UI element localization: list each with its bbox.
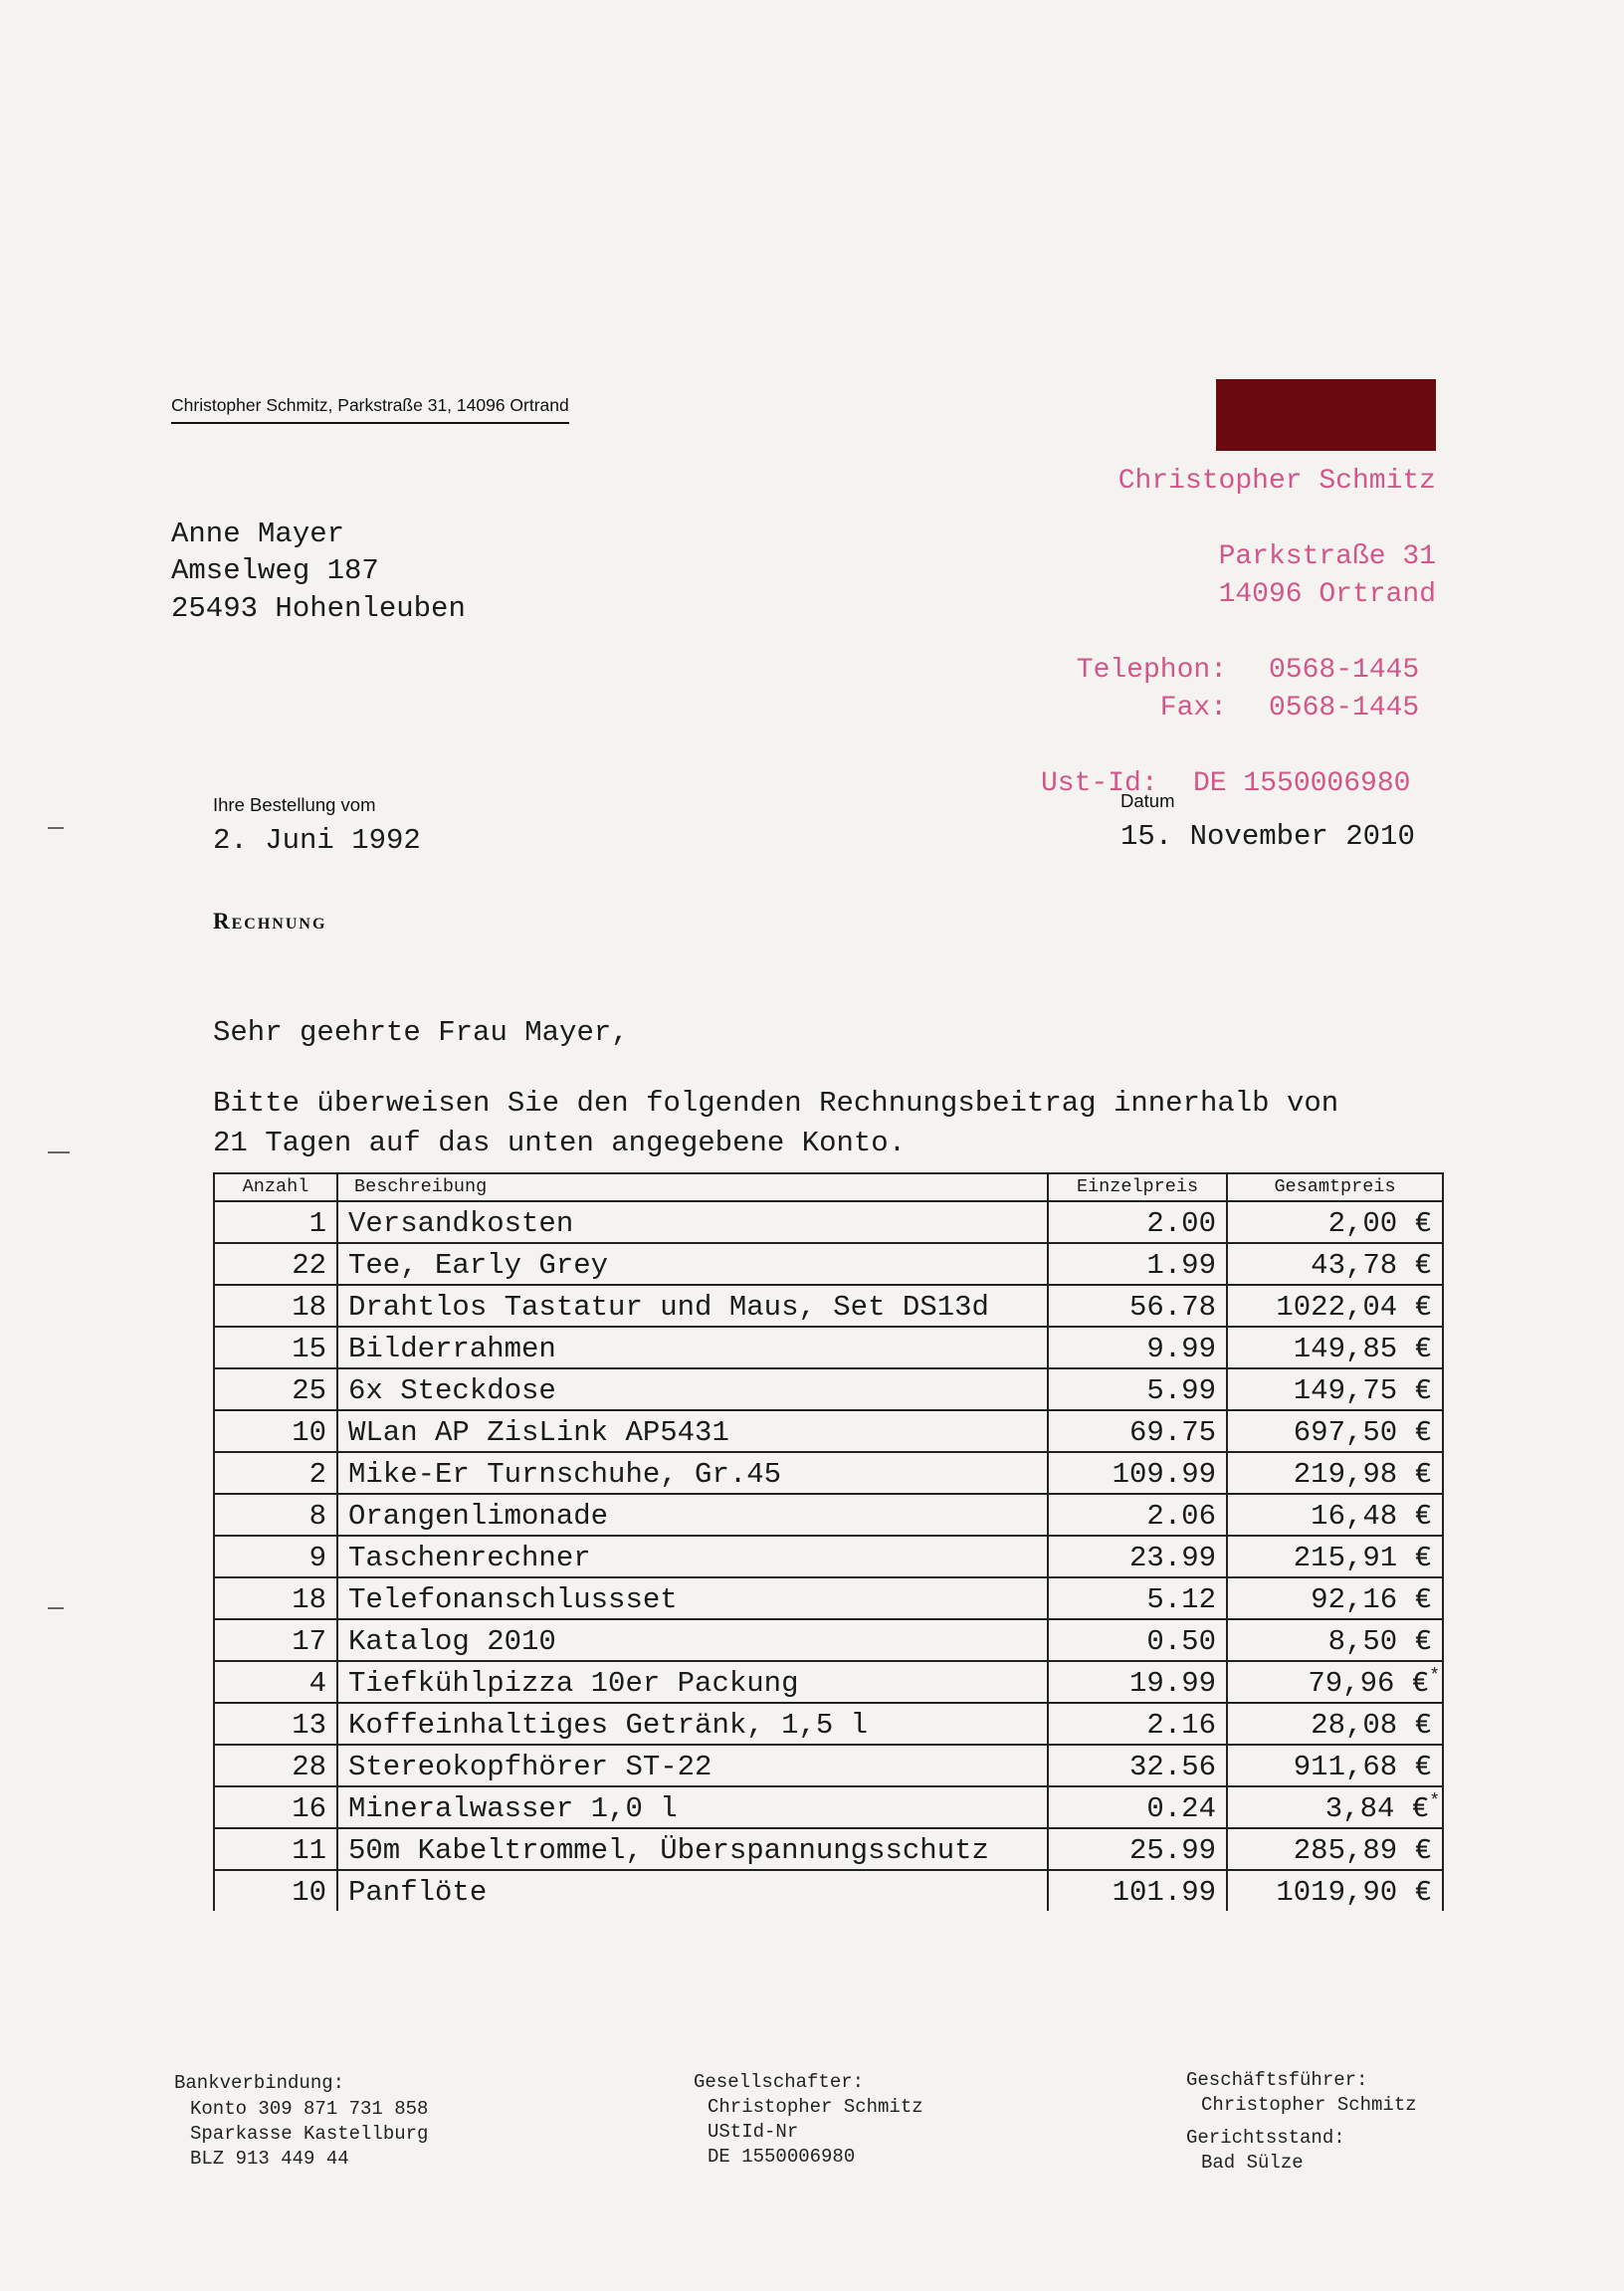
row-quantity-text: 8: [308, 1500, 326, 1533]
row-unit-price-text: 32.56: [1128, 1751, 1216, 1783]
row-footnote-mark: *: [1429, 1666, 1440, 1687]
row-total-price-text: 79,96 €: [1308, 1667, 1430, 1700]
row-total-price: [1227, 1619, 1443, 1661]
row-unit-price: [1048, 1452, 1227, 1494]
row-unit-price-text: 5.12: [1146, 1583, 1216, 1616]
row-total-price: [1227, 1661, 1443, 1703]
fold-mark: [48, 827, 64, 829]
court-value: Bad Sülze: [1201, 2152, 1304, 2174]
row-total-price-text: 92,16 €: [1311, 1583, 1432, 1616]
row-quantity-text: 18: [292, 1583, 326, 1616]
partner-ustid: DE 1550006980: [708, 2146, 856, 2168]
row-description-text: 6x Steckdose: [348, 1374, 556, 1407]
row-quantity: [214, 1285, 337, 1327]
recipient-name: Anne Mayer: [171, 518, 345, 550]
table-row: [214, 1452, 1443, 1494]
table-row: [214, 1536, 1443, 1577]
row-unit-price-text: 2.00: [1146, 1207, 1216, 1240]
recipient-city: 25493 Hohenleuben: [171, 592, 466, 625]
intro-line-2: 21 Tagen auf das unten angegebene Konto.: [213, 1127, 907, 1159]
row-description: [337, 1327, 1048, 1368]
row-unit-price-text: 5.99: [1146, 1374, 1216, 1407]
row-description-text: Bilderrahmen: [348, 1333, 556, 1365]
row-unit-price-text: 109.99: [1112, 1458, 1216, 1491]
table-row: [214, 1786, 1443, 1828]
row-total-price-text: 2,00 €: [1327, 1207, 1432, 1240]
row-description: [337, 1452, 1048, 1494]
table-row: [214, 1577, 1443, 1619]
row-unit-price: [1048, 1243, 1227, 1285]
row-unit-price-text: 0.24: [1146, 1792, 1216, 1825]
table-row: [214, 1703, 1443, 1745]
row-unit-price: [1048, 1828, 1227, 1870]
row-unit-price-text: 19.99: [1128, 1667, 1216, 1700]
row-total-price: [1227, 1745, 1443, 1786]
row-quantity-text: 22: [292, 1249, 326, 1282]
row-total-price: [1227, 1368, 1443, 1410]
row-footnote-mark: *: [1429, 1791, 1440, 1812]
table-row: [214, 1619, 1443, 1661]
row-description: [337, 1410, 1048, 1452]
partner-ustid-label: UStId-Nr: [708, 2121, 799, 2143]
table-row: [214, 1410, 1443, 1452]
row-unit-price: [1048, 1494, 1227, 1536]
row-quantity-text: 15: [292, 1333, 326, 1365]
invoice-table: [213, 1172, 1444, 1911]
row-quantity-text: 13: [292, 1709, 326, 1742]
row-quantity: [214, 1452, 337, 1494]
row-quantity-text: 4: [308, 1667, 326, 1700]
row-description-text: Koffeinhaltiges Getränk, 1,5 l: [348, 1709, 869, 1742]
row-quantity-text: 9: [308, 1542, 326, 1574]
header-unit-price: Einzelpreis: [1048, 1173, 1227, 1201]
row-quantity: [214, 1661, 337, 1703]
bank-heading: Bankverbindung:: [174, 2072, 345, 2094]
row-description: [337, 1619, 1048, 1661]
row-total-price: [1227, 1327, 1443, 1368]
row-total-price-text: 28,08 €: [1311, 1709, 1432, 1742]
row-unit-price: [1048, 1201, 1227, 1243]
row-quantity-text: 1: [308, 1207, 326, 1240]
header-quantity: Anzahl: [214, 1173, 337, 1201]
row-unit-price: [1048, 1703, 1227, 1745]
row-quantity: [214, 1201, 337, 1243]
row-total-price: [1227, 1828, 1443, 1870]
row-total-price: [1227, 1703, 1443, 1745]
row-total-price-text: 285,89 €: [1293, 1834, 1432, 1867]
row-total-price: [1227, 1577, 1443, 1619]
table-row: [214, 1870, 1443, 1911]
row-quantity-text: 11: [292, 1834, 326, 1867]
row-unit-price-text: 1.99: [1146, 1249, 1216, 1282]
partner-heading: Gesellschafter:: [694, 2071, 865, 2093]
row-total-price-text: 3,84 €: [1324, 1792, 1430, 1825]
row-quantity-text: 28: [292, 1751, 326, 1783]
row-quantity: [214, 1745, 337, 1786]
row-total-price: [1227, 1536, 1443, 1577]
row-quantity: [214, 1870, 337, 1911]
row-description: [337, 1745, 1048, 1786]
row-total-price: [1227, 1201, 1443, 1243]
row-description-text: Tee, Early Grey: [348, 1249, 609, 1282]
table-row: [214, 1243, 1443, 1285]
row-quantity: [214, 1327, 337, 1368]
table-row: [214, 1201, 1443, 1243]
row-total-price-text: 16,48 €: [1311, 1500, 1432, 1533]
row-unit-price: [1048, 1368, 1227, 1410]
row-unit-price: [1048, 1327, 1227, 1368]
row-quantity-text: 18: [292, 1291, 326, 1324]
row-quantity: [214, 1410, 337, 1452]
ustid-label: Ust-Id:: [1041, 768, 1158, 799]
row-unit-price-text: 23.99: [1128, 1542, 1216, 1574]
header-total-price: Gesamtpreis: [1227, 1173, 1443, 1201]
row-total-price-text: 219,98 €: [1293, 1458, 1432, 1491]
row-description-text: Taschenrechner: [348, 1542, 591, 1574]
row-description-text: Telefonanschlussset: [348, 1583, 678, 1616]
row-total-price-text: 149,75 €: [1293, 1374, 1432, 1407]
salutation: Sehr geehrte Frau Mayer,: [213, 1016, 629, 1049]
row-total-price: [1227, 1410, 1443, 1452]
row-total-price-text: 911,68 €: [1293, 1751, 1432, 1783]
row-unit-price: [1048, 1285, 1227, 1327]
partner-name: Christopher Schmitz: [708, 2096, 923, 2118]
row-unit-price-text: 69.75: [1128, 1416, 1216, 1449]
order-date: 2. Juni 1992: [213, 824, 421, 857]
row-quantity: [214, 1703, 337, 1745]
row-description-text: WLan AP ZisLink AP5431: [348, 1416, 729, 1449]
row-description: [337, 1577, 1048, 1619]
row-description-text: Panflöte: [348, 1876, 488, 1909]
fax-label: Fax:: [1159, 693, 1227, 724]
row-description: [337, 1703, 1048, 1745]
invoice-rows: [214, 1201, 1443, 1911]
row-quantity: [214, 1577, 337, 1619]
row-description-text: Mike-Er Turnschuhe, Gr.45: [348, 1458, 782, 1491]
row-quantity: [214, 1828, 337, 1870]
table-row: [214, 1327, 1443, 1368]
row-description-text: Mineralwasser 1,0 l: [348, 1792, 678, 1825]
row-description: [337, 1661, 1048, 1703]
row-quantity: [214, 1243, 337, 1285]
document-title: [213, 909, 326, 935]
row-unit-price-text: 2.16: [1146, 1709, 1216, 1742]
row-quantity-text: 17: [292, 1625, 326, 1658]
row-description: [337, 1536, 1048, 1577]
row-unit-price: [1048, 1536, 1227, 1577]
row-description-text: Versandkosten: [348, 1207, 574, 1240]
row-quantity: [214, 1368, 337, 1410]
row-unit-price-text: 101.99: [1112, 1876, 1216, 1909]
row-unit-price: [1048, 1577, 1227, 1619]
sender-return-address: Christopher Schmitz, Parkstraße 31, 14096 Ortrand: [171, 395, 569, 424]
row-description: [337, 1285, 1048, 1327]
row-quantity-text: 2: [308, 1458, 326, 1491]
row-total-price: [1227, 1285, 1443, 1327]
row-total-price-text: 43,78 €: [1311, 1249, 1432, 1282]
bank-name: Sparkasse Kastellburg: [190, 2123, 429, 2145]
table-row: [214, 1285, 1443, 1327]
manager-heading: Geschäftsführer:: [1186, 2069, 1368, 2091]
row-unit-price-text: 25.99: [1128, 1834, 1216, 1867]
row-quantity: [214, 1786, 337, 1828]
row-total-price: [1227, 1452, 1443, 1494]
row-total-price: [1227, 1870, 1443, 1911]
row-description: [337, 1243, 1048, 1285]
ustid-value: DE 1550006980: [1193, 768, 1411, 799]
row-unit-price: [1048, 1786, 1227, 1828]
row-total-price: [1227, 1494, 1443, 1536]
row-total-price-text: 8,50 €: [1327, 1625, 1432, 1658]
letterhead-city: 14096 Ortrand: [1218, 579, 1436, 610]
invoice-date: 15. November 2010: [1120, 820, 1415, 853]
row-unit-price: [1048, 1661, 1227, 1703]
manager-name: Christopher Schmitz: [1201, 2094, 1417, 2116]
document-title-text: Rechnung: [213, 909, 327, 934]
row-quantity: [214, 1619, 337, 1661]
row-quantity-text: 10: [292, 1876, 326, 1909]
logo-block: [1216, 379, 1436, 451]
row-description-text: Tiefkühlpizza 10er Packung: [348, 1667, 799, 1700]
letterhead-name: Christopher Schmitz: [1117, 466, 1436, 497]
row-quantity-text: 25: [292, 1374, 326, 1407]
row-total-price: [1227, 1786, 1443, 1828]
bank-code: BLZ 913 449 44: [190, 2148, 349, 2170]
row-description-text: Katalog 2010: [348, 1625, 556, 1658]
row-total-price-text: 697,50 €: [1293, 1416, 1432, 1449]
row-quantity-text: 16: [292, 1792, 326, 1825]
row-unit-price: [1048, 1410, 1227, 1452]
row-quantity: [214, 1494, 337, 1536]
row-unit-price: [1048, 1870, 1227, 1911]
row-unit-price-text: 9.99: [1146, 1333, 1216, 1365]
row-description: [337, 1828, 1048, 1870]
table-row: [214, 1368, 1443, 1410]
row-quantity: [214, 1536, 337, 1577]
row-description: [337, 1494, 1048, 1536]
row-description: [337, 1870, 1048, 1911]
row-description-text: Orangenlimonade: [348, 1500, 609, 1533]
row-unit-price-text: 0.50: [1146, 1625, 1216, 1658]
row-unit-price: [1048, 1745, 1227, 1786]
fold-mark: [48, 1607, 64, 1609]
letterhead-street: Parkstraße 31: [1218, 541, 1436, 572]
intro-line-1: Bitte überweisen Sie den folgenden Rechnungsbeitrag innerhalb von: [213, 1087, 1339, 1120]
row-unit-price: [1048, 1619, 1227, 1661]
row-description-text: Drahtlos Tastatur und Maus, Set DS13d: [348, 1291, 989, 1324]
table-row: [214, 1745, 1443, 1786]
row-total-price-text: 149,85 €: [1293, 1333, 1432, 1365]
order-date-label: Ihre Bestellung vom: [213, 794, 376, 815]
phone-label: Telephon:: [1076, 655, 1227, 686]
row-total-price-text: 1019,90 €: [1276, 1876, 1432, 1909]
row-unit-price-text: 56.78: [1128, 1291, 1216, 1324]
recipient-street: Amselweg 187: [171, 554, 379, 587]
row-total-price-text: 1022,04 €: [1276, 1291, 1432, 1324]
table-row: [214, 1661, 1443, 1703]
phone-number: 0568-1445: [1269, 655, 1420, 686]
row-description-text: Stereokopfhörer ST-22: [348, 1751, 712, 1783]
row-description: [337, 1201, 1048, 1243]
table-header-row: [214, 1173, 1443, 1201]
row-description: [337, 1786, 1048, 1828]
row-description: [337, 1368, 1048, 1410]
table-row: [214, 1494, 1443, 1536]
punch-mark: [48, 1151, 70, 1153]
row-total-price: [1227, 1243, 1443, 1285]
row-unit-price-text: 2.06: [1146, 1500, 1216, 1533]
fax-number: 0568-1445: [1269, 693, 1420, 724]
row-quantity-text: 10: [292, 1416, 326, 1449]
header-description: Beschreibung: [337, 1173, 1048, 1201]
bank-account: Konto 309 871 731 858: [190, 2098, 429, 2120]
row-description-text: 50m Kabeltrommel, Überspannungsschutz: [348, 1834, 989, 1867]
court-heading: Gerichtsstand:: [1186, 2127, 1345, 2149]
invoice-date-label: Datum: [1120, 790, 1175, 811]
row-total-price-text: 215,91 €: [1293, 1542, 1432, 1574]
table-row: [214, 1828, 1443, 1870]
